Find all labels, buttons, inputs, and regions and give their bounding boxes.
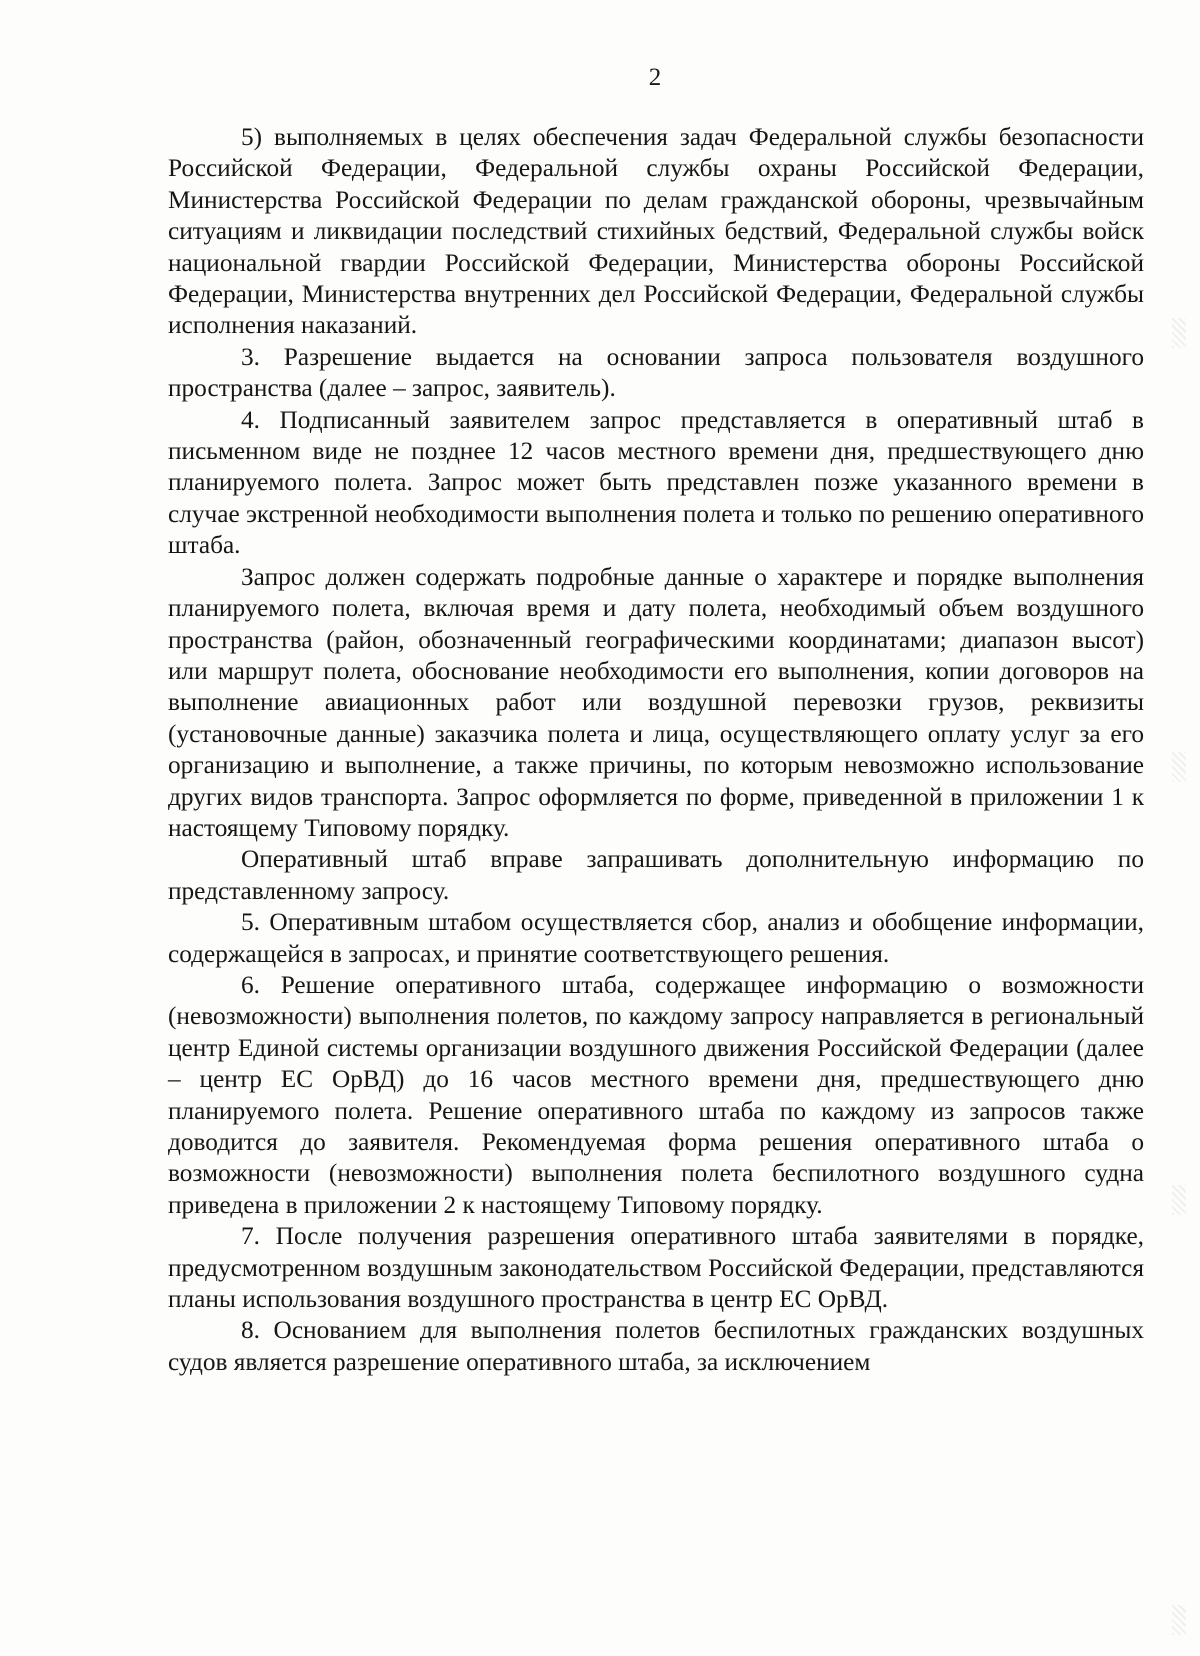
paragraph-clause-8: 8. Основанием для выполнения полетов беспилотных гражданских воздушных судов является разрешение оперативного штаба, за исключением bbox=[168, 1316, 1144, 1376]
paragraph-clause-4: 4. Подписанный заявителем запрос представляется в оперативный штаб в письменном виде не позднее 12 часов местного времени дня, предшествующего дню планируемого полета. Запрос может быть представлен позже указанного времени в случае экстренной необходимости выполнения полета и только по решению оперативного штаба. bbox=[168, 405, 1144, 560]
scan-artifact bbox=[1172, 318, 1186, 348]
paragraph-request-contents: Запрос должен содержать подробные данные о характере и порядке выполнения планируемого полета, включая время и дату полета, необходимый объем воздушного пространства (район, обозначенный географическими координатами; диапазон высот) или маршрут полета, обоснование необходимости его выполнения, копии договоров на выполнение авиационных работ или воздушной перевозки грузов, реквизиты (установочные данные) заказчика полета и лица, осуществляющего оплату услуг за его организацию и выполнение, а также причины, по которым невозможно использование других видов транспорта. Запрос оформляется по форме, приведенной в приложении 1 к настоящему Типовому порядку. bbox=[168, 562, 1144, 842]
paragraph-clause-5: 5. Оперативным штабом осуществляется сбор, анализ и обобщение информации, содержащейся в запросах, и принятие соответствующего решения. bbox=[168, 908, 1144, 968]
scan-artifact bbox=[1172, 1605, 1186, 1635]
paragraph-clause-3: 3. Разрешение выдается на основании запроса пользователя воздушного пространства (далее – запрос, заявитель). bbox=[168, 342, 1144, 403]
paragraph-additional-info: Оперативный штаб вправе запрашивать дополнительную информацию по представленному запросу. bbox=[168, 845, 1144, 905]
paragraph-item-5: 5) выполняемых в целях обеспечения задач Федеральной службы безопасности Российской Федерации, Федеральной службы охраны Российской Федерации, Министерства Российской Федерации по делам гражданской обороны, чрезвычайным ситуациям и ликвидации последствий стихийных бедствий, Федеральной службы войск национальной гвардии Российской Федерации, Министерства обороны Российской Федерации, Министерства внутренних дел Российской Федерации, Федеральной службы исполнения наказаний. bbox=[168, 123, 1144, 340]
paragraph-clause-7: 7. После получения разрешения оперативного штаба заявителями в порядке, предусмотренном воздушным законодательством Российской Федерации, представляются планы использования воздушного пространства в центр ЕС ОрВД. bbox=[168, 1222, 1144, 1314]
document-body bbox=[168, 122, 1144, 1378]
scan-artifact bbox=[1172, 1185, 1186, 1215]
paragraph-clause-6: 6. Решение оперативного штаба, содержащее информацию о возможности (невозможности) выполнения полетов, по каждому запросу направляется в региональный центр Единой системы организации воздушного движения Российской Федерации (далее – центр ЕС ОрВД) до 16 часов местного времени дня, предшествующего дню планируемого полета. Решение оперативного штаба по каждому из запросов также доводится до заявителя. Рекомендуемая форма решения оперативного штаба о возможности (невозможности) выполнения полета беспилотного воздушного судна приведена в приложении 2 к настоящему Типовому порядку. bbox=[168, 970, 1144, 1219]
page-number: 2 bbox=[648, 64, 662, 91]
scan-artifact bbox=[1172, 752, 1186, 782]
